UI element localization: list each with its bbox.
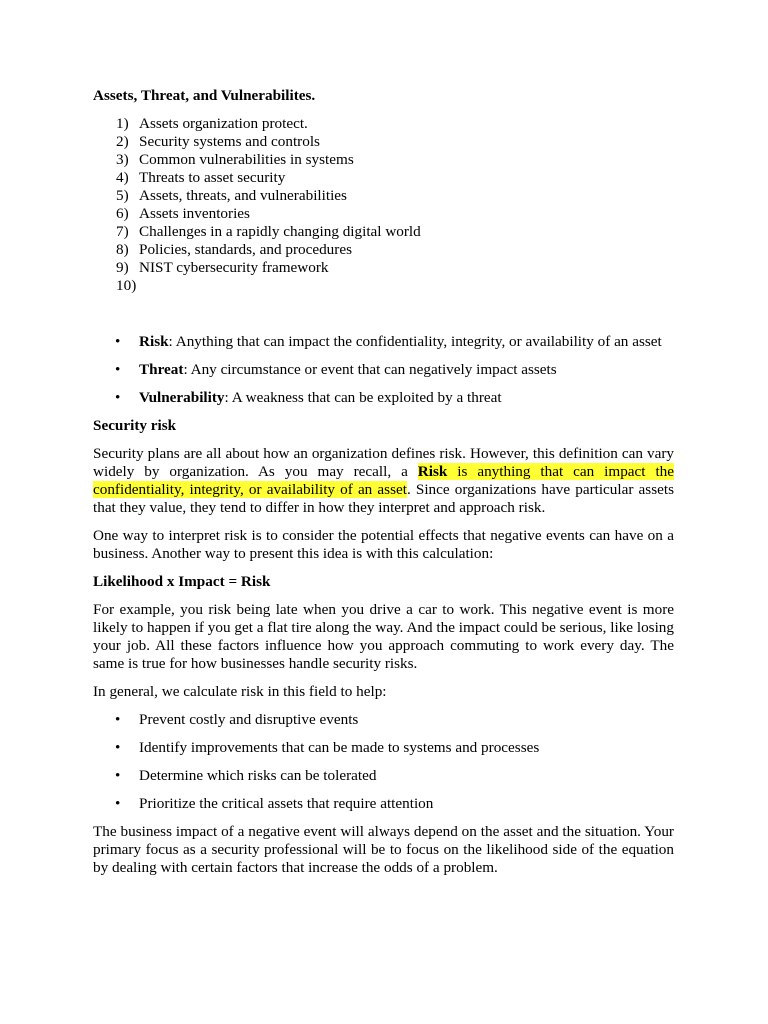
item-number: 8) bbox=[116, 241, 129, 258]
section-heading: Security risk bbox=[93, 417, 177, 434]
risk-formula: Likelihood x Impact = Risk bbox=[93, 573, 271, 590]
list-item bbox=[93, 739, 674, 757]
item-text: Challenges in a rapidly changing digital world bbox=[139, 223, 421, 240]
item-number: 10) bbox=[116, 277, 137, 294]
definition-term: Threat bbox=[139, 361, 184, 378]
list-item bbox=[116, 151, 674, 169]
list-item bbox=[116, 169, 674, 187]
definition-item bbox=[93, 389, 674, 407]
item-text: Common vulnerabilities in systems bbox=[139, 151, 354, 168]
list-item bbox=[116, 241, 674, 259]
item-text: Security systems and controls bbox=[139, 133, 320, 150]
bullet-icon: • bbox=[115, 361, 121, 378]
document-title: Assets, Threat, and Vulnerabilites. bbox=[93, 87, 316, 104]
item-text: Threats to asset security bbox=[139, 169, 286, 186]
item-text: Assets, threats, and vulnerabilities bbox=[139, 187, 347, 204]
item-number: 3) bbox=[116, 151, 129, 168]
item-text: Assets inventories bbox=[139, 205, 250, 222]
list-item bbox=[116, 205, 674, 223]
list-item bbox=[116, 277, 674, 295]
list-item bbox=[116, 259, 674, 277]
paragraph-example: For example, you risk being late when you drive a car to work. This negative event is more likely to happen if you get a flat tire along the way. And the impact could be serious, like losing your job. All these factors influence how you approach commuting to work every day. The same is true for how businesses handle security risks. bbox=[93, 601, 674, 672]
item-number: 1) bbox=[116, 115, 129, 132]
item-text: Prevent costly and disruptive events bbox=[139, 711, 359, 728]
list-item bbox=[116, 223, 674, 241]
definition-text: : Anything that can impact the confidentiality, integrity, or availability of an asset bbox=[168, 333, 662, 350]
definition-text: : A weakness that can be exploited by a threat bbox=[224, 389, 502, 406]
bullet-icon: • bbox=[115, 333, 121, 350]
item-number: 9) bbox=[116, 259, 129, 276]
document-body bbox=[93, 87, 674, 887]
item-text: Assets organization protect. bbox=[139, 115, 308, 132]
paragraph-text: Security plans are all about how an organization defines risk. However, this definition can vary widely by organization. As you may recall, a bbox=[93, 445, 674, 480]
paragraph-interpret-risk: One way to interpret risk is to consider the potential effects that negative events can have on a business. Another way to present this idea is with this calculation: bbox=[93, 527, 674, 562]
definition-list bbox=[93, 333, 674, 407]
list-item bbox=[93, 711, 674, 729]
bullet-icon: • bbox=[115, 795, 121, 812]
list-item bbox=[93, 795, 674, 813]
paragraph-risk-definition bbox=[93, 445, 674, 517]
definition-term: Vulnerability bbox=[139, 389, 225, 406]
item-number: 7) bbox=[116, 223, 129, 240]
highlighted-term: Risk bbox=[417, 463, 448, 480]
list-item bbox=[93, 767, 674, 785]
list-item bbox=[116, 115, 674, 133]
item-text: Policies, standards, and procedures bbox=[139, 241, 352, 258]
bullet-icon: • bbox=[115, 389, 121, 406]
item-number: 6) bbox=[116, 205, 129, 222]
list-item bbox=[116, 133, 674, 151]
definition-text: : Any circumstance or event that can negatively impact assets bbox=[183, 361, 557, 378]
item-text: Identify improvements that can be made to systems and processes bbox=[139, 739, 540, 756]
list-item bbox=[116, 187, 674, 205]
item-text: NIST cybersecurity framework bbox=[139, 259, 329, 276]
highlighted-definition: is anything that can impact the confidentiality, integrity, or availability of an asset bbox=[93, 463, 675, 498]
topic-list bbox=[93, 115, 674, 295]
paragraph-intro-help: In general, we calculate risk in this field to help: bbox=[93, 683, 387, 700]
bullet-icon: • bbox=[115, 739, 121, 756]
item-number: 4) bbox=[116, 169, 129, 186]
definition-item bbox=[93, 333, 674, 351]
item-number: 5) bbox=[116, 187, 129, 204]
item-text: Prioritize the critical assets that require attention bbox=[139, 795, 434, 812]
definition-item bbox=[93, 361, 674, 379]
help-list bbox=[93, 711, 674, 813]
paragraph-business-impact: The business impact of a negative event will always depend on the asset and the situation. Your primary focus as a security professional will be to focus on the likelihood side of the equation by dealing with certain factors that increase the odds of a problem. bbox=[93, 823, 674, 876]
bullet-icon: • bbox=[115, 711, 121, 728]
bullet-icon: • bbox=[115, 767, 121, 784]
item-number: 2) bbox=[116, 133, 129, 150]
spacer bbox=[93, 295, 674, 333]
item-text: Determine which risks can be tolerated bbox=[139, 767, 377, 784]
paragraph-text: . Since organizations have particular assets that they value, they tend to differ in how they interpret and approach risk. bbox=[93, 481, 674, 516]
definition-term: Risk bbox=[139, 333, 169, 350]
